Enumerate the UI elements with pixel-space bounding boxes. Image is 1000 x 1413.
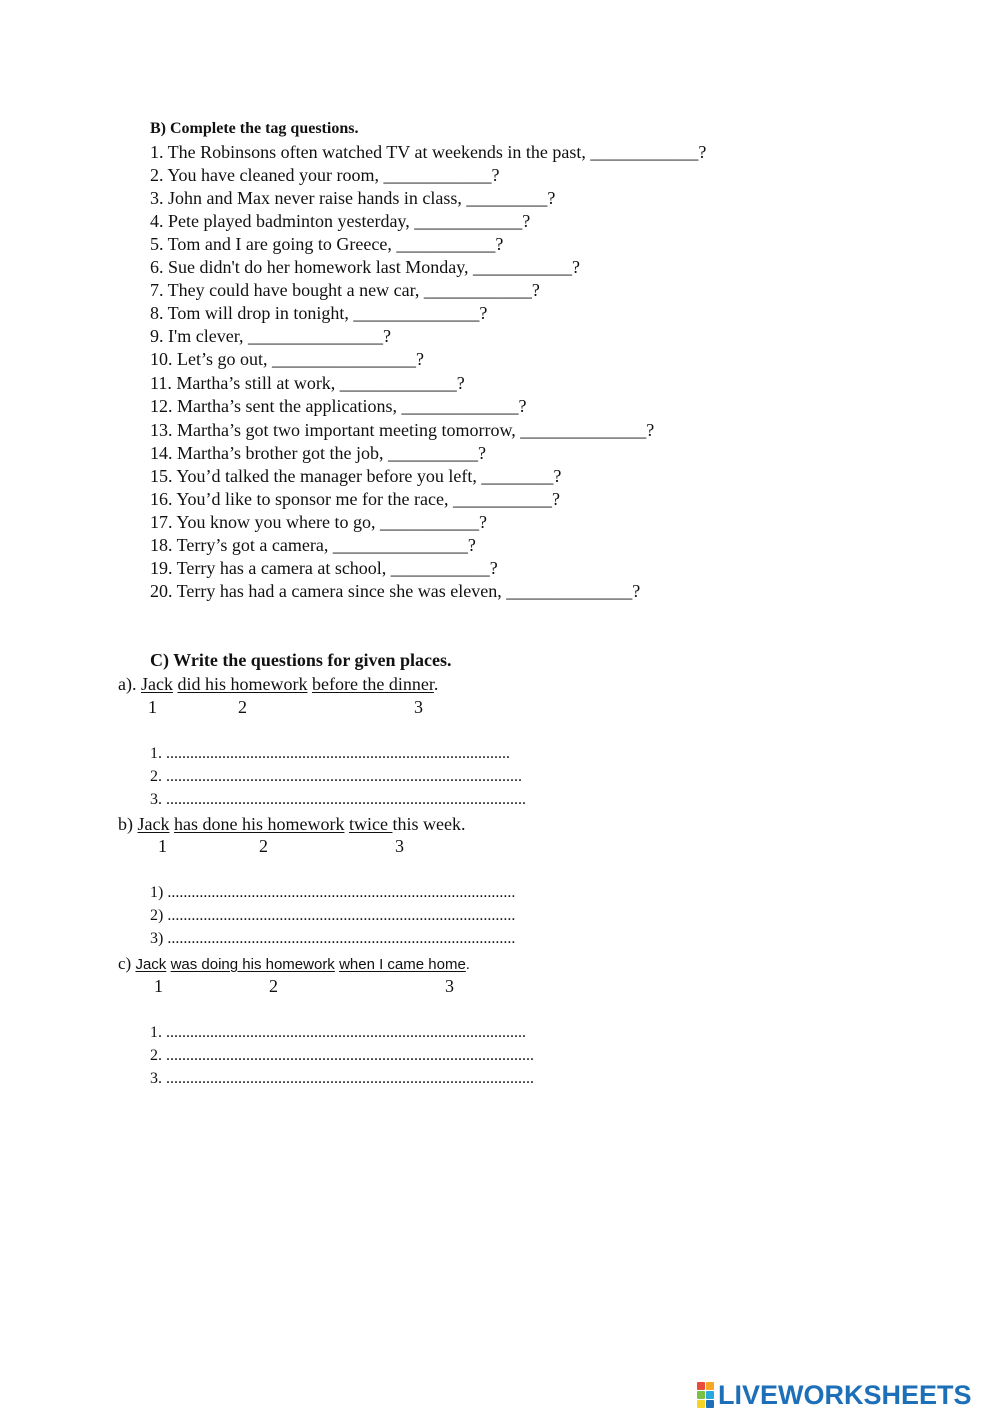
sentence-b-suffix: this week. — [392, 814, 466, 834]
question-item: 10. Let’s go out, ________________? — [150, 349, 424, 369]
sentence-c-num2: 2 — [269, 976, 278, 996]
question-item: 1. The Robinsons often watched TV at weekends in the past, ____________? — [150, 142, 707, 162]
question-item: 4. Pete played badminton yesterday, ____________? — [150, 211, 531, 231]
answer-line: 3. .......................................................................................... — [150, 791, 526, 808]
answer-line: 2. ............................................................................................ — [150, 1047, 534, 1064]
logo-block — [706, 1382, 714, 1390]
question-item: 14. Martha’s brother got the job, __________? — [150, 443, 486, 463]
question-item: 3. John and Max never raise hands in class, _________? — [150, 188, 556, 208]
question-item: 19. Terry has a camera at school, ___________? — [150, 558, 498, 578]
answer-line: 1. .......................................................................................... — [150, 1024, 526, 1041]
answer-line: 2. ......................................................................................... — [150, 768, 522, 785]
logo-block — [697, 1382, 705, 1390]
logo-text: LIVEWORKSHEETS — [718, 1379, 972, 1410]
question-item: 6. Sue didn't do her homework last Monday, ___________? — [150, 257, 581, 277]
question-item: 17. You know you where to go, ___________? — [150, 512, 487, 532]
sentence-a-part1: Jack — [140, 674, 173, 694]
sentence-b-prefix: b) — [118, 814, 138, 834]
logo-block — [697, 1400, 705, 1408]
sentence-c-part2: was doing his homework — [170, 956, 335, 973]
question-item: 18. Terry’s got a camera, _______________? — [150, 535, 476, 555]
sentence-a-prefix: a). — [118, 674, 141, 694]
sentence-a-suffix: . — [433, 674, 439, 694]
sentence-c-suffix: . — [465, 956, 470, 973]
question-item: 5. Tom and I are going to Greece, ___________? — [150, 234, 504, 254]
question-item: 16. You’d like to sponsor me for the race, ___________? — [150, 489, 560, 509]
question-item: 15. You’d talked the manager before you left, ________? — [150, 466, 562, 486]
sentence-a-part3: before the dinner — [311, 674, 434, 694]
liveworksheets-logo — [697, 1380, 972, 1410]
section-b-title: B) Complete the tag questions. — [150, 120, 359, 137]
answer-line: 1) ....................................................................................... — [150, 884, 516, 901]
answer-line: 3) ....................................................................................... — [150, 930, 516, 947]
sentence-a-part2: did his homework — [177, 674, 308, 694]
sentence-c-prefix: c) — [118, 954, 136, 973]
sentence-b-num3: 3 — [395, 836, 404, 856]
answer-line: 1. ...................................................................................... — [150, 745, 510, 762]
logo-block — [706, 1400, 714, 1408]
sentence-a-num3: 3 — [414, 697, 423, 717]
sentence-b-num1: 1 — [158, 836, 167, 856]
question-item: 9. I'm clever, _______________? — [150, 326, 391, 346]
answer-line: 3. ............................................................................................ — [150, 1070, 534, 1087]
sentence-c-num3: 3 — [445, 976, 454, 996]
question-item: 20. Terry has had a camera since she was eleven, ______________? — [150, 581, 641, 601]
sentence-c — [118, 953, 470, 976]
sentence-b-part3: twice — [348, 814, 393, 834]
question-item: 13. Martha’s got two important meeting tomorrow, ______________? — [150, 420, 655, 440]
sentence-b-part1: Jack — [137, 814, 170, 834]
sentence-b-part2: has done his homework — [173, 814, 345, 834]
section-c-title: C) Write the questions for given places. — [150, 650, 452, 670]
logo-block — [697, 1391, 705, 1399]
question-item: 2. You have cleaned your room, ____________? — [150, 165, 500, 185]
sentence-a — [118, 673, 438, 696]
question-item: 7. They could have bought a new car, ____________? — [150, 280, 540, 300]
sentence-a-num1: 1 — [148, 697, 157, 717]
answer-line: 2) ....................................................................................... — [150, 907, 516, 924]
question-item: 11. Martha’s still at work, _____________? — [150, 373, 465, 393]
sentence-a-num2: 2 — [238, 697, 247, 717]
logo-block — [706, 1391, 714, 1399]
sentence-b — [118, 813, 465, 836]
logo-mark-icon — [697, 1382, 714, 1408]
sentence-b-num2: 2 — [259, 836, 268, 856]
sentence-c-part3: when I came home — [339, 956, 466, 973]
question-item: 12. Martha’s sent the applications, _____________? — [150, 396, 527, 416]
sentence-c-part1: Jack — [135, 956, 167, 973]
question-item: 8. Tom will drop in tonight, ______________? — [150, 303, 488, 323]
sentence-c-num1: 1 — [154, 976, 163, 996]
